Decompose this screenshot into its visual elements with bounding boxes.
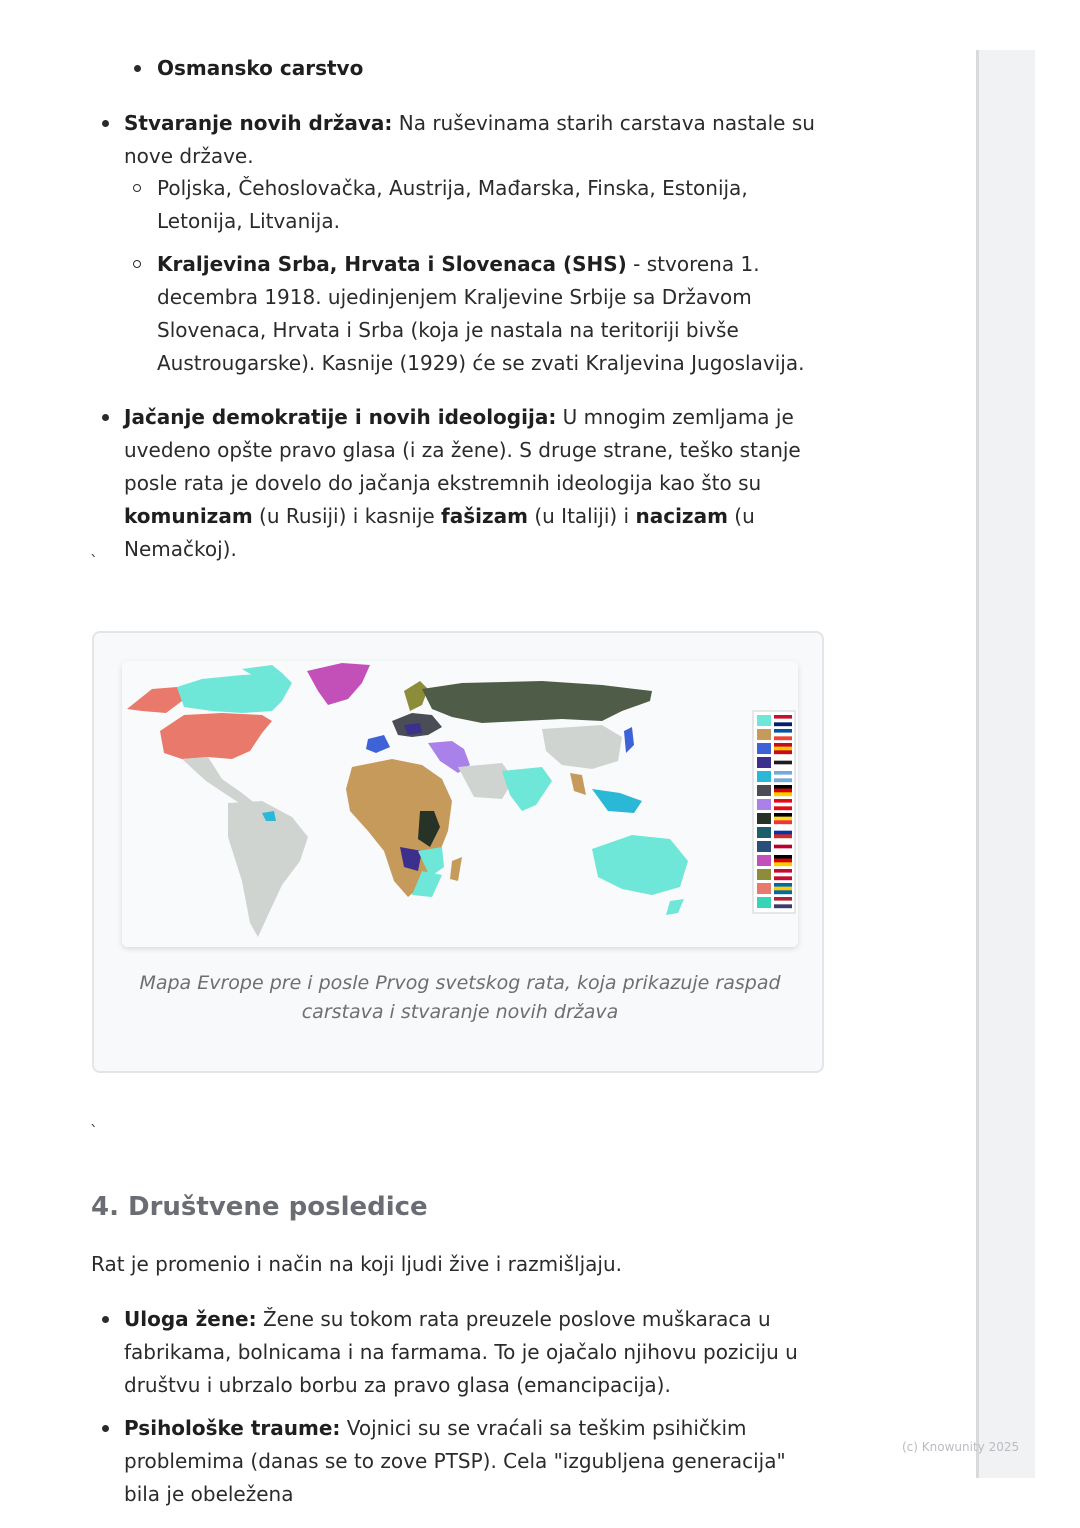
legend-flag-icon [774,733,792,737]
democracy-text-4: (u Nemačkoj). [124,504,755,561]
legend-flag-icon [774,722,792,726]
legend-flag-icon [774,834,792,838]
legend-swatch [757,729,771,740]
figure-caption: Mapa Evrope pre i posle Prvog svetskog rata, koja prikazuje raspad carstava i stvaranje novih država [139,972,781,1023]
legend-flag-icon [774,778,792,782]
women-term: Uloga žene: [124,1307,257,1331]
legend-flag-icon [774,862,792,866]
list-item-new-countries [157,172,827,238]
legend-flag-icon [774,827,792,831]
legend-flag-icon [774,817,792,821]
legend-flag-icon [774,813,792,817]
map-figure [92,631,824,1073]
legend-flag-icon [774,789,792,793]
legend-flag-icon [774,761,792,765]
nacizam-term: nacizam [635,504,728,528]
legend-flag-icon [774,901,792,905]
legend-swatch [757,757,771,768]
side-scroll-strip[interactable] [976,50,1035,1478]
legend-flag-icon [774,887,792,891]
list-item-new-states [124,107,824,173]
list-item-democracy [124,401,824,566]
democracy-text-2: (u Rusiji) i kasnije [252,504,442,528]
legend-swatch [757,827,771,838]
legend-flag-icon [774,729,792,733]
legend-flag-icon [774,873,792,877]
legend-flag-icon [774,883,792,887]
shs-text: - stvorena 1. decembra 1918. ujedinjenjem Kraljevine Srbije sa Državom Slovenaca, Hrvata i Srba (koja je nastala na teritoriji bivše Austrougarske). Kasnije (1929) će se zvati Kraljevina Jugoslavija. [157,252,805,375]
legend-flag-icon [774,736,792,740]
democracy-text-1: U mnogim zemljama je uvedeno opšte pravo glasa (i za žene). S druge strane, teško stanje posle rata je dovelo do jačanja ekstremnih ideologija kao što su [124,405,801,495]
legend-swatch [757,855,771,866]
trauma-term: Psihološke traume: [124,1416,341,1440]
legend-flag-icon [774,785,792,789]
section-intro: Rat je promenio i način na koji ljudi žive i razmišljaju. [91,1252,623,1276]
legend-flag-icon [774,719,792,723]
legend-flag-icon [774,841,792,845]
legend-swatch [757,715,771,726]
world-map-image[interactable] [122,661,798,947]
komunizam-term: komunizam [124,504,253,528]
world-map-svg [122,661,798,947]
list-item-shs [157,248,827,380]
legend-swatch [757,813,771,824]
new-countries-text: Poljska, Čehoslovačka, Austrija, Mađarska, Finska, Estonija, Letonija, Litvanija. [157,176,748,233]
democracy-text-3: (u Italiji) i [527,504,636,528]
legend-swatch [757,897,771,908]
legend-flag-icon [774,820,792,824]
legend-flag-icon [774,775,792,779]
legend-swatch [757,883,771,894]
women-text: Žene su tokom rata preuzele poslove muškaraca u fabrikama, bolnicama i na farmama. To je ojačalo njihovu poziciju u društvu i ubrzalo borbu za pravo glasa (emancipacija). [124,1307,798,1397]
legend-flag-icon [774,747,792,751]
shs-term: Kraljevina Srba, Hrvata i Slovenaca (SHS) [157,252,627,276]
legend-flag-icon [774,904,792,908]
legend-flag-icon [774,792,792,796]
trauma-text: Vojnici su se vraćali sa teškim psihičkim problemima (danas se to zove PTSP). Cela "izgubljena generacija" bila je obeležena [124,1416,786,1506]
legend-flag-icon [774,859,792,863]
backtick-mark: ` [90,552,98,571]
copyright-watermark: (c) Knowunity 2025 [902,1440,1020,1454]
legend-flag-icon [774,803,792,807]
legend-swatch [757,785,771,796]
legend-swatch [757,841,771,852]
legend-flag-icon [774,848,792,852]
legend-swatch [757,743,771,754]
legend-flag-icon [774,806,792,810]
section-heading: 4. Društvene posledice [91,1192,428,1222]
new-states-term: Stvaranje novih država: [124,111,393,135]
legend-flag-icon [774,890,792,894]
legend-flag-icon [774,845,792,849]
legend-flag-icon [774,750,792,754]
list-item-ottoman [157,52,827,85]
legend-flag-icon [774,897,792,901]
legend-swatch [757,771,771,782]
democracy-term: Jačanje demokratije i novih ideologija: [124,405,557,429]
legend-swatch [757,799,771,810]
legend-flag-icon [774,743,792,747]
legend-flag-icon [774,855,792,859]
list-item-women [124,1303,824,1402]
legend-flag-icon [774,771,792,775]
backtick-mark-2: ` [90,1122,98,1141]
new-states-text: Na ruševinama starih carstava nastale su nove države. [124,111,815,168]
fasizam-term: fašizam [441,504,528,528]
ottoman-label: Osmansko carstvo [157,56,364,80]
legend-swatch [757,869,771,880]
legend-flag-icon [774,715,792,719]
legend-flag-icon [774,869,792,873]
legend-flag-icon [774,764,792,768]
legend-flag-icon [774,799,792,803]
legend-flag-icon [774,876,792,880]
list-item-trauma [124,1412,824,1511]
legend-flag-icon [774,757,792,761]
legend-flag-icon [774,831,792,835]
